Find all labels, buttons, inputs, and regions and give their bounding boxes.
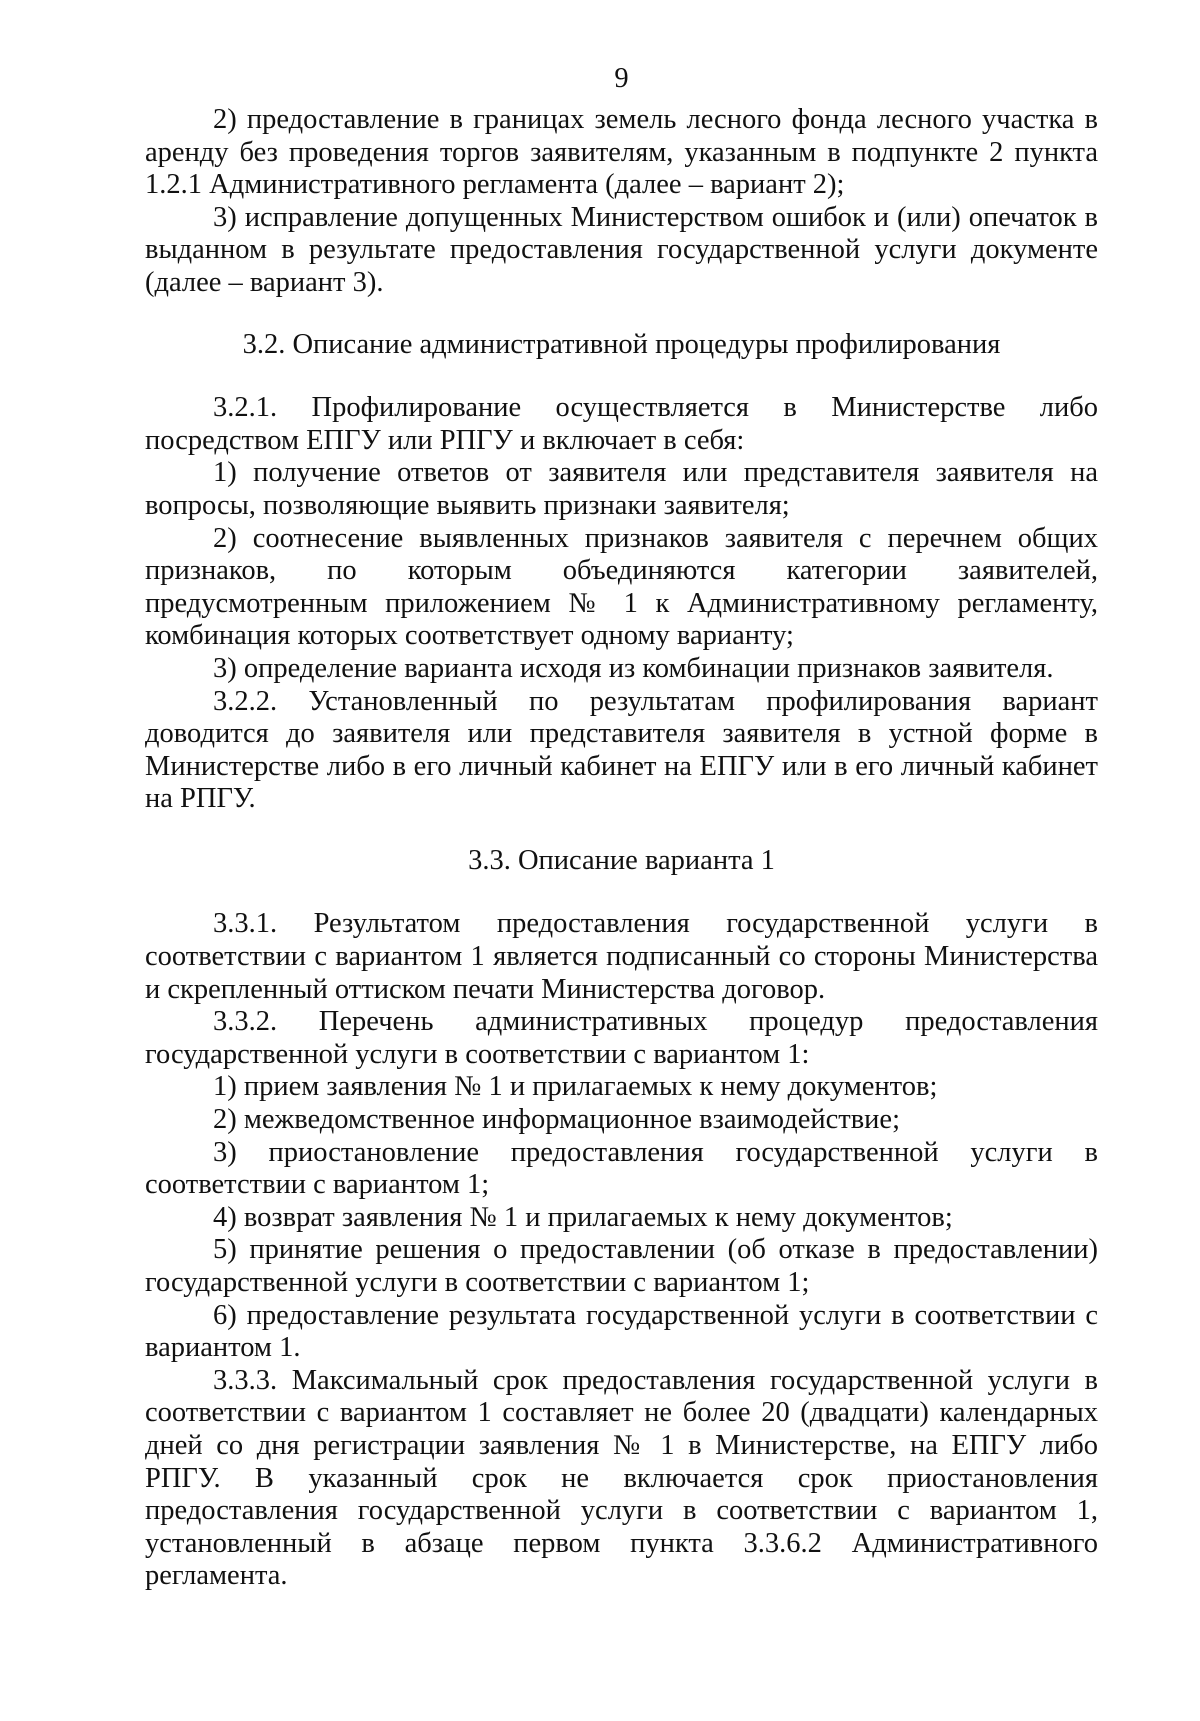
paragraph-3-2-1: 3.2.1. Профилирование осуществляется в Министерстве либо посредством ЕПГУ или РПГУ и включает в себя: bbox=[145, 392, 1098, 456]
paragraph-3-2-1-item-1: 1) получение ответов от заявителя или представителя заявителя на вопросы, позволяющие выявить признаки заявителя; bbox=[145, 457, 1098, 521]
paragraph-3-3-2-item-1: 1) прием заявления № 1 и прилагаемых к нему документов; bbox=[213, 1071, 938, 1103]
paragraph-3-3-2-item-5: 5) принятие решения о предоставлении (об отказе в предоставлении) государственной услуги в соответствии с вариантом 1; bbox=[145, 1234, 1098, 1298]
paragraph-variant-2: 2) предоставление в границах земель лесного фонда лесного участка в аренду без проведения торгов заявителям, указанным в подпункте 2 пункта 1.2.1 Административного регламента (далее – вариант 2); bbox=[145, 104, 1098, 201]
paragraph-variant-3: 3) исправление допущенных Министерством ошибок и (или) опечаток в выданном в результате предоставления государственной услуги документе (далее – вариант 3). bbox=[145, 201, 1098, 298]
paragraph-3-3-2: 3.3.2. Перечень административных процедур предоставления государственной услуги в соответствии с вариантом 1: bbox=[145, 1006, 1098, 1070]
paragraph-3-3-3: 3.3.3. Максимальный срок предоставления государственной услуги в соответствии с вариантом 1 составляет не более 20 (двадцати) календарных дней со дня регистрации заявления № 1 в Министерстве, на ЕПГУ либо РПГУ. В указанный срок не включается срок приостановления предоставления государственной услуги в соответствии с вариантом 1, установленный в абзаце первом пункта 3.3.6.2 Административного регламента. bbox=[145, 1364, 1098, 1592]
paragraph-3-2-1-item-3: 3) определение варианта исходя из комбинации признаков заявителя. bbox=[213, 652, 1054, 684]
section-heading-3-2: 3.2. Описание административной процедуры профилирования bbox=[242, 328, 1001, 360]
paragraph-3-2-1-item-2: 2) соотнесение выявленных признаков заявителя с перечнем общих признаков, по которым объединяются категории заявителей, предусмотренным приложением № 1 к Административному регламенту, комбинация которых соответствует одному варианту; bbox=[145, 522, 1098, 652]
paragraph-3-2-2: 3.2.2. Установленный по результатам профилирования вариант доводится до заявителя или представителя заявителя в устной форме в Министерстве либо в его личный кабинет на ЕПГУ или в его личный кабинет на РПГУ. bbox=[145, 685, 1098, 815]
paragraph-3-3-2-item-6: 6) предоставление результата государственной услуги в соответствии с вариантом 1. bbox=[145, 1299, 1098, 1364]
page-number: 9 bbox=[614, 63, 629, 94]
section-heading-3-3: 3.3. Описание варианта 1 bbox=[468, 844, 775, 876]
document-page bbox=[145, 64, 1098, 1593]
paragraph-3-3-2-item-3: 3) приостановление предоставления государственной услуги в соответствии с вариантом 1; bbox=[145, 1136, 1098, 1201]
paragraph-3-3-2-item-2: 2) межведомственное информационное взаимодействие; bbox=[213, 1104, 900, 1136]
paragraph-3-3-2-item-4: 4) возврат заявления № 1 и прилагаемых к нему документов; bbox=[213, 1201, 953, 1233]
paragraph-3-3-1: 3.3.1. Результатом предоставления государственной услуги в соответствии с вариантом 1 является подписанный со стороны Министерства и скрепленный оттиском печати Министерства договор. bbox=[145, 908, 1098, 1005]
